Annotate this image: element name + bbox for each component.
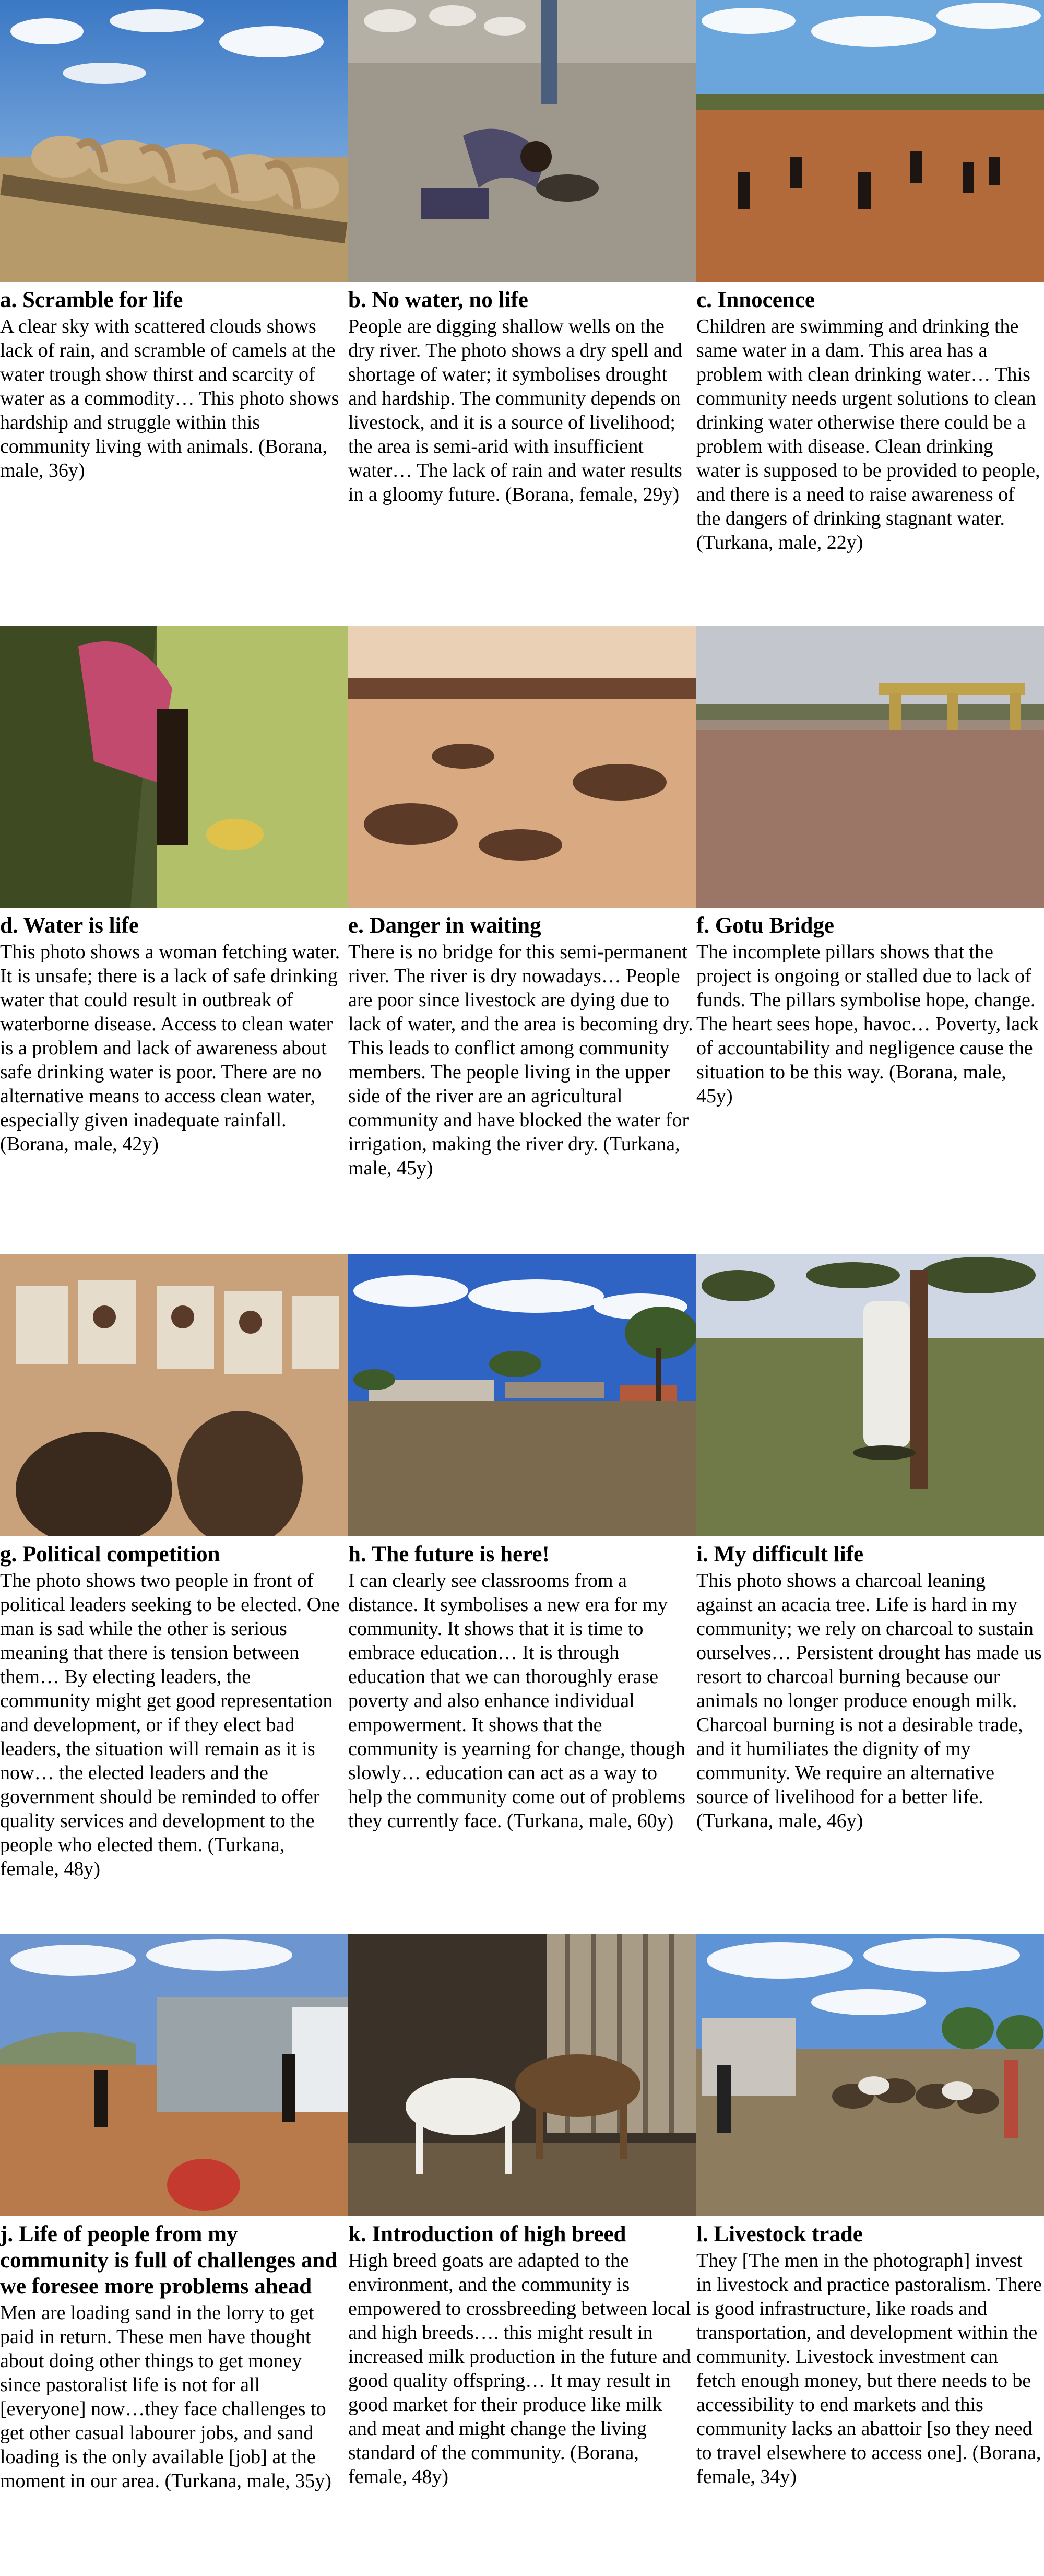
figure-title: j. Life of people from my community is full of challenges and we foresee more problems ahead	[0, 2222, 338, 2299]
photo-woman-fetching-water	[0, 626, 348, 908]
caption-c	[696, 287, 1042, 555]
caption-l	[696, 2221, 1042, 2489]
figure-title: b. No water, no life	[348, 288, 528, 312]
figure-title: c. Innocence	[696, 288, 815, 312]
photo-camels-at-trough	[0, 0, 348, 282]
photo-goats-in-shed	[348, 1934, 696, 2216]
figure-title: k. Introduction of high breed	[348, 2222, 626, 2246]
photo-children-in-dam	[696, 0, 1044, 282]
figure-title: i. My difficult life	[696, 1542, 864, 1567]
figure-text: The photo shows two people in front of political leaders seeking to be elected. One man is sad while the other is serious meaning that there is tension between them… By electing leaders, the community might get good representation and development, or if they elect bad leaders, the situation will remain as it is now… the elected leaders and the government should be reminded to offer quality services and development to the people who elected them. (Turkana, female, 48y)	[0, 1570, 340, 1880]
figure-title: g. Political competition	[0, 1542, 220, 1567]
figure-text: People are digging shallow wells on the dry river. The photo shows a dry spell and shortage of water; it symbolises drought and hardship. The community depends on livestock, and it is a source of livelihood; the area is semi-arid with insufficient water… The lack of rain and water results in a gloomy future. (Borana, female, 29y)	[348, 315, 682, 505]
caption-f	[696, 913, 1042, 1108]
figure-title: d. Water is life	[0, 913, 139, 938]
figure-text: High breed goats are adapted to the environment, and the community is empowered to crossbreeding between local and high breeds…. this might result in increased milk production in the future and good quality offspring… It may result in good market for their produce like milk and meat and might change the living standard of the community. (Borana, female, 48y)	[348, 2250, 691, 2488]
figure-title: a. Scramble for life	[0, 288, 183, 312]
figure-text: A clear sky with scattered clouds shows lack of rain, and scramble of camels at the water trough show thirst and scarcity of water as a commodity… This photo shows hardship and struggle within this community living with animals. (Borana, male, 36y)	[0, 315, 339, 481]
figure-title: l. Livestock trade	[696, 2222, 863, 2246]
figure-title: f. Gotu Bridge	[696, 913, 834, 938]
caption-g	[0, 1542, 346, 1881]
caption-a	[0, 287, 346, 483]
caption-k	[348, 2221, 694, 2489]
caption-d	[0, 913, 346, 1156]
caption-j	[0, 2221, 346, 2493]
photo-dry-riverbed	[348, 626, 696, 908]
figure-text: I can clearly see classrooms from a distance. It symbolises a new era for my community. It shows that it is time to embrace education… It is through education that we can thoroughly erase poverty and also enhance individual empowerment. It shows that the community is yearning for change, though slowly… education can act as a way to help the community come out of problems they currently face. (Turkana, male, 60y)	[348, 1570, 685, 1832]
photo-sand-loading-lorry	[0, 1934, 348, 2216]
photo-livestock-market	[696, 1934, 1044, 2216]
caption-e	[348, 913, 694, 1180]
figure-text: There is no bridge for this semi-permanent river. The river is dry nowadays… People are poor since livestock are dying due to lack of water, and the area is becoming dry. This leads to conflict among community members. The people living in the upper side of the river are an agricultural community and have blocked the water for irrigation, making the river dry. (Turkana, male, 45y)	[348, 941, 693, 1179]
figure-text: This photo shows a woman fetching water. It is unsafe; there is a lack of safe drinking water that could result in outbreak of waterborne disease. Access to clean water is a problem and lack of awareness about safe drinking water is poor. There are no alternative means to access clean water, especially given inadequate rainfall. (Borana, male, 42y)	[0, 941, 340, 1155]
figure-text: Men are loading sand in the lorry to get paid in return. These men have thought about doing other things to get money since pastoralist life is not for all [everyone] now…they face challenges to get other casual labourer jobs, and sand loading is the only available [job] at the moment in our area. (Turkana, male, 35y)	[0, 2302, 331, 2492]
caption-b	[348, 287, 694, 507]
photo-bridge-pillars	[696, 626, 1044, 908]
figure-title: e. Danger in waiting	[348, 913, 541, 938]
caption-i	[696, 1542, 1042, 1833]
caption-h	[348, 1542, 694, 1833]
photo-classrooms	[348, 1254, 696, 1536]
figure-text: The incomplete pillars shows that the project is ongoing or stalled due to lack of funds. The pillars symbolise hope, change. The heart sees hope, havoc… Poverty, lack of accountability and negligence cause the situation to be this way. (Borana, male, 45y)	[696, 941, 1039, 1107]
photo-digging-shallow-well	[348, 0, 696, 282]
photo-charcoal-sack-and-tree	[696, 1254, 1044, 1536]
figure-text: Children are swimming and drinking the same water in a dam. This area has a problem with clean drinking water… This community needs urgent solutions to clean drinking water otherwise there could be a problem with disease. Clean drinking water is supposed to be provided to people, and there is a need to raise awareness of the dangers of drinking stagnant water. (Turkana, male, 22y)	[696, 315, 1040, 554]
photo-political-posters	[0, 1254, 348, 1536]
figure-title: h. The future is here!	[348, 1542, 550, 1567]
figure-text: This photo shows a charcoal leaning against an acacia tree. Life is hard in my community; we rely on charcoal to sustain ourselves… Persistent drought has made us resort to charcoal burning because our animals no longer produce enough milk. Charcoal burning is not a desirable trade, and it humiliates the dignity of my community. We require an alternative source of livelihood for a better life. (Turkana, male, 46y)	[696, 1570, 1042, 1832]
figure-text: They [The men in the photograph] invest in livestock and practice pastoralism. There is good infrastructure, like roads and transportation, and development within the community. Livestock investment can fetch enough money, but there needs to be accessibility to end markets and this community lacks an abattoir [so they need to travel elsewhere to access one]. (Borana, female, 34y)	[696, 2250, 1042, 2488]
